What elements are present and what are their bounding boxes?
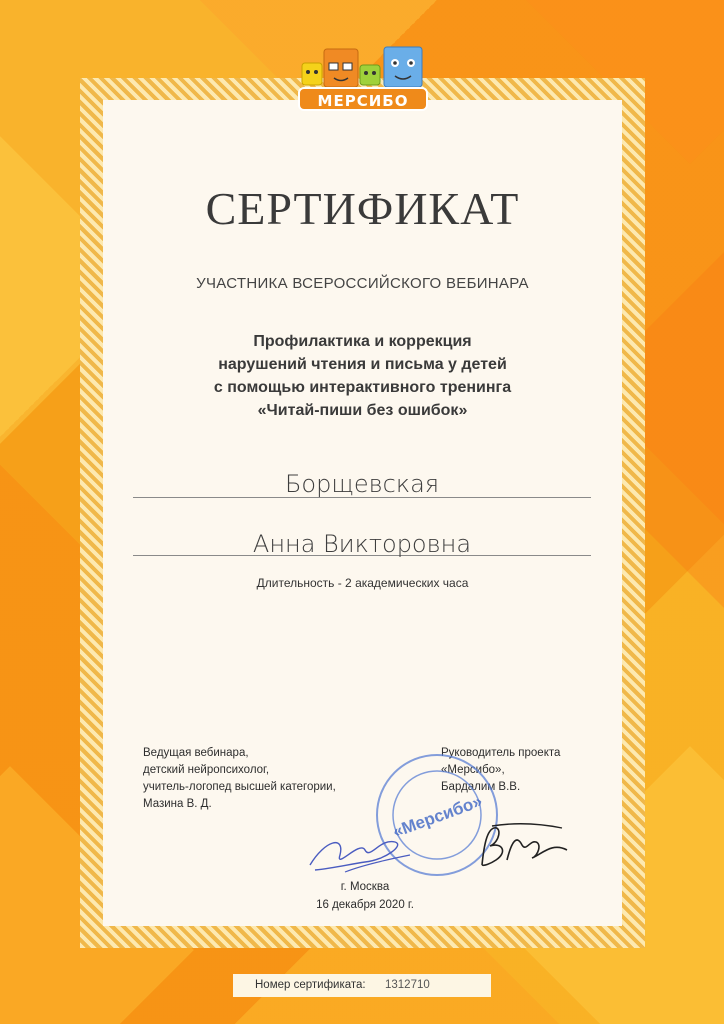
webinar-topic (103, 330, 622, 422)
certificate-subtitle: УЧАСТНИКА ВСЕРОССИЙСКОГО ВЕБИНАРА (196, 275, 529, 292)
host-line: Ведущая вебинара, (143, 747, 249, 759)
certificate-title: СЕРТИФИКАТ (205, 183, 520, 234)
manager-line: «Мерсибо», (441, 764, 505, 776)
place-and-date (300, 878, 430, 914)
certificate-number-box (233, 974, 491, 997)
host-line: Мазина В. Д. (143, 798, 212, 810)
surname: Борщевская (133, 470, 591, 498)
stamp-text: «Мерсибо» (390, 791, 485, 842)
city: г. Москва (340, 881, 390, 893)
manager-line: Бардалим В.В. (441, 781, 521, 793)
host-signature-block (143, 745, 336, 813)
topic-line: с помощью интерактивного тренинга (213, 379, 512, 396)
logo-text: МЕРСИБО (317, 92, 409, 110)
date: 16 декабря 2020 г. (316, 899, 414, 911)
mascots-icon (298, 45, 428, 91)
given-names: Анна Викторовна (133, 530, 591, 556)
topic-line: «Читай-пиши без ошибок» (257, 402, 468, 419)
host-signature-icon (305, 820, 415, 880)
cert-number-label: Номер сертификата: (255, 979, 366, 991)
manager-line: Руководитель проекта (441, 747, 561, 759)
host-line: учитель-логопед высшей категории, (143, 781, 336, 793)
mersibo-logo (298, 45, 428, 115)
host-line: детский нейропсихолог, (143, 764, 270, 776)
topic-line: нарушений чтения и письма у детей (218, 356, 507, 373)
cert-number-value: 1312710 (385, 979, 430, 991)
topic-line: Профилактика и коррекция (253, 333, 472, 350)
manager-signature-icon (472, 820, 572, 875)
duration-text: Длительность - 2 академических часа (256, 576, 469, 590)
